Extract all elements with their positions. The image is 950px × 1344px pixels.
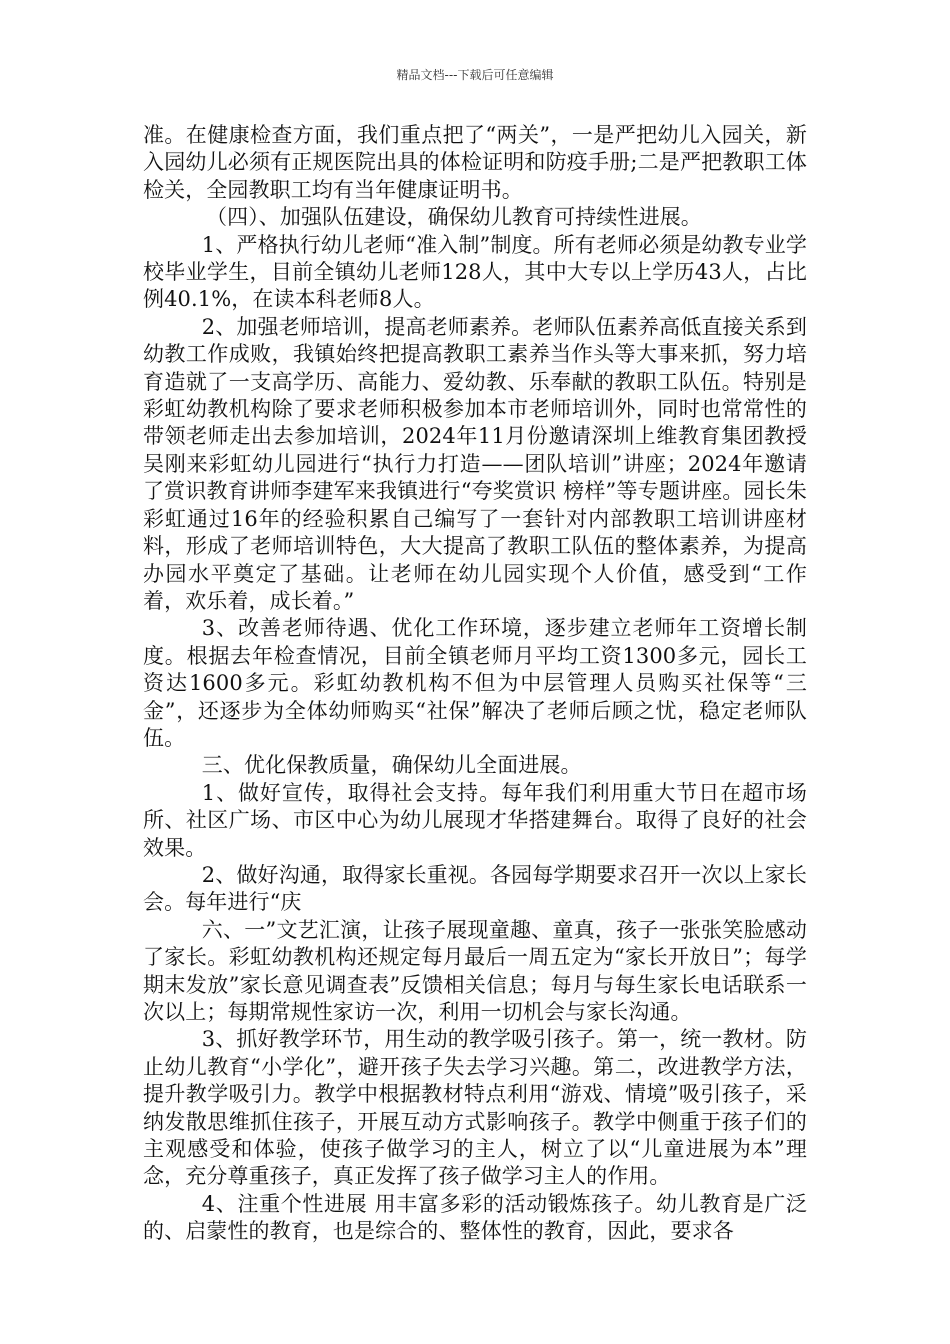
paragraph-individual-development: 4、注重个性进展 用丰富多彩的活动锻炼孩子。幼儿教育是广泛的、启蒙性的教育，也是综合的、整体性的教育，因此，要求各 [143,1191,807,1244]
paragraph-teacher-training: 2、加强老师培训，提高老师素养。老师队伍素养高低直接关系到幼教工作成败，我镇始终把提高教职工素养当作头等大事来抓，努力培育造就了一支高学历、高能力、爱幼教、乐奉献的教职工队伍。特别是彩虹幼教机构除了要求老师积极参加本市老师培训外，同时也常常性的带领老师走出去参加培训，2024年11月份邀请深圳上维教育集团教授吴刚来彩虹幼儿园进行“执行力打造——团队培训”讲座；2024年邀请了赏识教育讲师李建军来我镇进行“夸奖赏识 榜样”等专题讲座。园长朱彩虹通过16年的经验积累自己编写了一套针对内部教职工培训讲座材料，形成了老师培训特色，大大提高了教职工队伍的整体素养，为提高办园水平奠定了基础。让老师在幼儿园实现个人价值，感受到“工作着，欢乐着，成长着。” [143,314,807,613]
paragraph-section-four-heading: （四）、加强队伍建设，确保幼儿教育可持续性进展。 [206,205,702,230]
paragraph-teacher-salary: 3、改善老师待遇、优化工作环境，逐步建立老师年工资增长制度。根据去年检查情况，目前全镇老师月平均工资1300多元，园长工资达1600多元。彩虹幼教机构不但为中层管理人员购买社保等“三金”，还逐步为全体幼师购买“社保”解决了老师后顾之忧，稳定老师队伍。 [143,616,807,750]
paragraph-publicity: 1、做好宣传，取得社会支持。每年我们利用重大节日在超市场所、社区广场、市区中心为幼儿展现才华搭建舞台。取得了良好的社会效果。 [143,780,807,860]
paragraph-health-check: 准。在健康检查方面，我们重点把了“两关”，一是严把幼儿入园关，新入园幼儿必须有正规医院出具的体检证明和防疫手册;二是严把教职工体检关，全园教职工均有当年健康证明书。 [143,123,807,202]
paragraph-parents-day: 六、一”文艺汇演，让孩子展现童趣、童真，孩子一张张笑脸感动了家长。彩虹幼教机构还规定每月最后一周五定为“家长开放日”；每学期末发放”家长意见调查表”反馈相关信息；每月与每生家长电话联系一次以上；每期常规性家访一次，利用一切机会与家长沟通。 [143,917,807,1024]
paragraph-teacher-entry: 1、严格执行幼儿老师“准入制”制度。所有老师必须是幼教专业学校毕业学生，目前全镇幼儿老师128人，其中大专以上学历43人，占比例40.1%，在读本科老师8人。 [143,232,807,312]
document-body [143,122,807,1246]
paragraph-communication: 2、做好沟通，取得家长重视。各园每学期要求召开一次以上家长会。每年进行“庆 [143,862,807,915]
page-header: 精品文档---下载后可任意编辑 [396,68,554,82]
paragraph-section-three-heading: 三、优化保教质量，确保幼儿全面进展。 [201,753,582,778]
paragraph-teaching: 3、抓好教学环节，用生动的教学吸引孩子。第一，统一教材。防止幼儿教育“小学化”，避开孩子失去学习兴趣。第二，改进教学方法，提升教学吸引力。教学中根据教材特点利用“游戏、情境”吸引孩子，采纳发散思维抓住孩子，开展互动方式影响孩子。教学中侧重于孩子们的主观感受和体验，使孩子做学习的主人，树立了以“儿童进展为本”理念，充分尊重孩子，真正发挥了孩子做学习主人的作用。 [143,1027,807,1189]
